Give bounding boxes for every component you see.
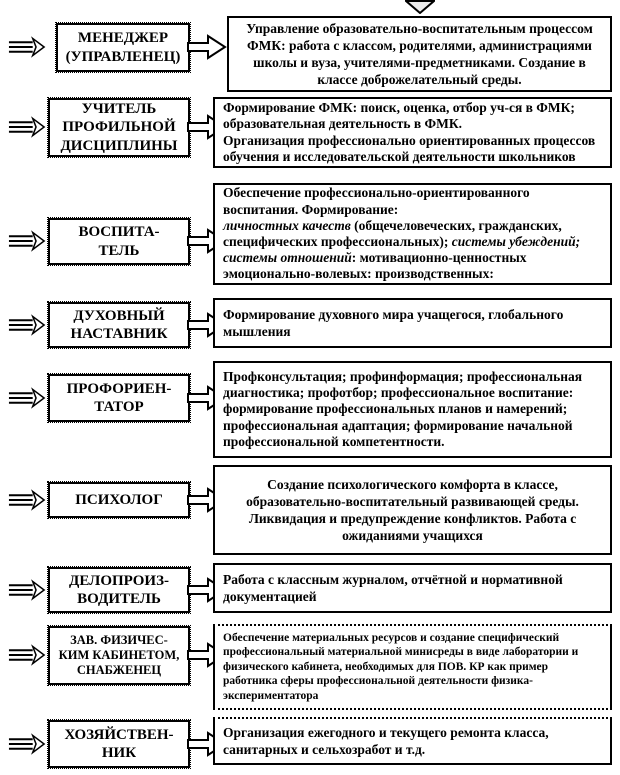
- role-label: ДЕЛОПРОИЗ-: [69, 572, 169, 589]
- desc-text: Организация профессионально ориентированных процессов обучения и исследовательской деятельности школьников: [223, 132, 596, 164]
- desc-text: Организация ежегодного и текущего ремонта класса, санитарных и сельхозработ и т.д.: [223, 725, 549, 757]
- role-label: ПРОФИЛЬНОЙ: [62, 119, 176, 136]
- role-label: ПРОФОРИЕН-: [66, 380, 172, 397]
- role-box-manager: [56, 23, 190, 72]
- desc-box-educator: [213, 183, 612, 285]
- role-label: СНАБЖЕНЕЦ: [76, 663, 162, 678]
- role-label: ДИСЦИПЛИНЫ: [60, 137, 178, 154]
- desc-box-psychologist: [213, 465, 612, 555]
- role-box-facilities-manager: [48, 720, 190, 768]
- role-label: НИК: [101, 745, 137, 761]
- role-label: КИМ КАБИНЕТОМ,: [58, 647, 180, 662]
- triple-arrow-icon: [8, 312, 46, 338]
- triple-arrow-icon: [8, 731, 46, 757]
- desc-box-career-counselor: [213, 361, 612, 458]
- role-label: МЕНЕДЖЕР: [77, 30, 169, 47]
- desc-box-records-clerk: [213, 563, 612, 613]
- desc-box-facilities-manager: [213, 717, 612, 765]
- role-box-career-counselor: [48, 374, 190, 422]
- role-box-spiritual-mentor: [48, 302, 190, 348]
- triple-arrow-icon: [8, 577, 46, 603]
- role-label: (УПРАВЛЕНЕЦ): [65, 48, 181, 65]
- role-label: ХОЗЯЙСТВЕН-: [64, 726, 174, 743]
- role-label: ТАТОР: [94, 399, 144, 415]
- desc-text: Работа с классным журналом, отчётной и нормативной документацией: [223, 572, 563, 604]
- role-box-records-clerk: [48, 567, 190, 613]
- role-box-lab-manager: [48, 626, 190, 685]
- role-label: ЗАВ. ФИЗИЧЕС-: [70, 632, 168, 647]
- role-label: ТЕЛЬ: [98, 242, 140, 259]
- role-label: ДУХОВНЫЙ: [73, 307, 165, 324]
- role-label: УЧИТЕЛЬ: [81, 101, 157, 118]
- role-label: ПСИХОЛОГ: [75, 491, 163, 508]
- desc-box-manager: [227, 16, 612, 92]
- role-label: ВОДИТЕЛЬ: [77, 591, 161, 607]
- triple-arrow-icon: [8, 228, 46, 254]
- block-arrow-icon: [187, 34, 227, 60]
- desc-box-lab-manager: [213, 624, 612, 710]
- desc-text: Обеспечение материальных ресурсов и создание специфический профессиональный материальной минисреды в виде лаборатории и физического кабинета, необходимых для ПОВ. КР как пример работника сферы профессиональной деятельности физика-экспериментатора: [223, 632, 579, 702]
- down-triangle-icon: [405, 0, 435, 14]
- desc-box-subject-teacher: [213, 97, 612, 168]
- triple-arrow-icon: [8, 642, 46, 668]
- desc-text: Профконсультация; профинформация; профессиональная диагностика; профотбор; профессиональное воспитание: формирование профессиональных планов и намерений; профессиональная адаптация; формирование начальной профессиональной компетентности.: [223, 369, 583, 449]
- role-box-psychologist: [48, 482, 190, 518]
- desc-text: Формирование духовного мира учащегося, глобального мышления: [223, 307, 564, 339]
- desc-box-spiritual-mentor: [213, 298, 612, 348]
- role-box-educator: [48, 218, 190, 265]
- desc-text: Формирование ФМК: поиск, оценка, отбор уч-ся в ФМК; образовательная деятельность в ФМК.: [223, 99, 575, 132]
- desc-text: Обеспечение профессионально-ориентированного воспитания. Формирование: личностных качеств (общечеловеческих, гражданских, специфических профессиональных); системы убеждений; системы отношений: мотивационно-ценностных эмоционально-волевых: производственных:: [223, 185, 581, 282]
- triple-arrow-icon: [8, 34, 46, 60]
- role-label: НАСТАВНИК: [70, 326, 168, 342]
- triple-arrow-icon: [8, 114, 46, 140]
- triple-arrow-icon: [8, 385, 46, 411]
- desc-text: Управление образовательно-воспитательным процессом ФМК: работа с классом, родителями, администрациями школы и вуза, учителями-предметниками. Создание в классе доброжелательный среды.: [246, 21, 593, 87]
- triple-arrow-icon: [8, 487, 46, 513]
- role-box-subject-teacher: [48, 98, 190, 157]
- role-label: ВОСПИТА-: [78, 224, 160, 241]
- desc-text: Создание психологического комфорта в классе, образовательно-воспитательный развивающей среды. Ликвидация и предупреждение конфликтов. Работа с ожиданиями учащихся: [246, 477, 579, 543]
